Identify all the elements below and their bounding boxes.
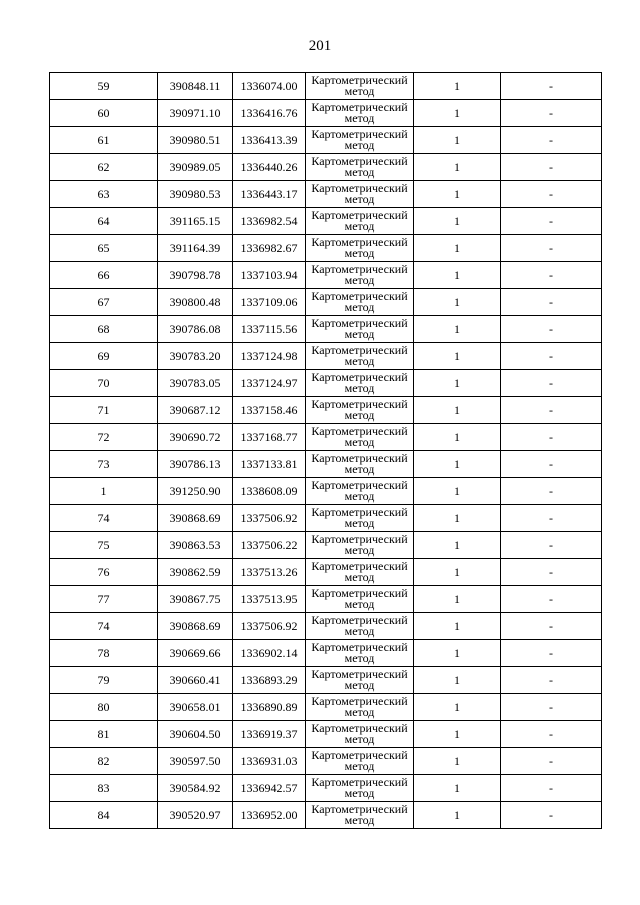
table-row bbox=[50, 451, 602, 478]
y-coordinate-cell: 1336074.00 bbox=[233, 73, 306, 100]
description-cell: - bbox=[501, 802, 602, 829]
y-coordinate-cell: 1337124.97 bbox=[233, 370, 306, 397]
table-row bbox=[50, 478, 602, 505]
method-line-1: Картометрический bbox=[311, 73, 408, 87]
x-coordinate-cell: 390798.78 bbox=[158, 262, 233, 289]
y-coordinate-cell: 1337133.81 bbox=[233, 451, 306, 478]
point-number-cell: 77 bbox=[50, 586, 158, 613]
method-cell bbox=[306, 154, 414, 181]
description-cell: - bbox=[501, 451, 602, 478]
method-cell bbox=[306, 316, 414, 343]
x-coordinate-cell: 390868.69 bbox=[158, 613, 233, 640]
point-number-cell: 79 bbox=[50, 667, 158, 694]
method-cell bbox=[306, 289, 414, 316]
y-coordinate-cell: 1336982.67 bbox=[233, 235, 306, 262]
x-coordinate-cell: 390863.53 bbox=[158, 532, 233, 559]
y-coordinate-cell: 1336416.76 bbox=[233, 100, 306, 127]
description-cell: - bbox=[501, 316, 602, 343]
precision-cell: 1 bbox=[414, 343, 501, 370]
precision-cell: 1 bbox=[414, 694, 501, 721]
method-cell bbox=[306, 208, 414, 235]
x-coordinate-cell: 390971.10 bbox=[158, 100, 233, 127]
x-coordinate-cell: 390848.11 bbox=[158, 73, 233, 100]
method-cell bbox=[306, 424, 414, 451]
precision-cell: 1 bbox=[414, 748, 501, 775]
x-coordinate-cell: 390786.08 bbox=[158, 316, 233, 343]
method-line-1: Картометрический bbox=[311, 748, 408, 762]
point-number-cell: 74 bbox=[50, 505, 158, 532]
method-line-2: метод bbox=[344, 543, 375, 557]
method-line-2: метод bbox=[344, 759, 375, 773]
y-coordinate-cell: 1336440.26 bbox=[233, 154, 306, 181]
table-row bbox=[50, 694, 602, 721]
x-coordinate-cell: 390800.48 bbox=[158, 289, 233, 316]
point-number-cell: 61 bbox=[50, 127, 158, 154]
method-line-2: метод bbox=[344, 597, 375, 611]
method-line-1: Картометрический bbox=[311, 370, 408, 384]
method-cell bbox=[306, 478, 414, 505]
description-cell: - bbox=[501, 343, 602, 370]
description-cell: - bbox=[501, 505, 602, 532]
table-row bbox=[50, 181, 602, 208]
point-number-cell: 70 bbox=[50, 370, 158, 397]
point-number-cell: 80 bbox=[50, 694, 158, 721]
method-cell bbox=[306, 397, 414, 424]
description-cell: - bbox=[501, 289, 602, 316]
method-line-1: Картометрический bbox=[311, 100, 408, 114]
description-cell: - bbox=[501, 532, 602, 559]
x-coordinate-cell: 391165.15 bbox=[158, 208, 233, 235]
method-line-2: метод bbox=[344, 246, 375, 260]
point-number-cell: 67 bbox=[50, 289, 158, 316]
y-coordinate-cell: 1336952.00 bbox=[233, 802, 306, 829]
point-number-cell: 66 bbox=[50, 262, 158, 289]
precision-cell: 1 bbox=[414, 532, 501, 559]
method-line-2: метод bbox=[344, 651, 375, 665]
method-line-1: Картометрический bbox=[311, 343, 408, 357]
description-cell: - bbox=[501, 100, 602, 127]
method-line-1: Картометрический bbox=[311, 208, 408, 222]
method-line-2: метод bbox=[344, 435, 375, 449]
precision-cell: 1 bbox=[414, 397, 501, 424]
y-coordinate-cell: 1337109.06 bbox=[233, 289, 306, 316]
table-row bbox=[50, 721, 602, 748]
method-cell bbox=[306, 694, 414, 721]
method-line-2: метод bbox=[344, 786, 375, 800]
method-line-2: метод bbox=[344, 84, 375, 98]
method-line-1: Картометрический bbox=[311, 478, 408, 492]
precision-cell: 1 bbox=[414, 802, 501, 829]
x-coordinate-cell: 390868.69 bbox=[158, 505, 233, 532]
method-line-2: метод bbox=[344, 327, 375, 341]
table-row bbox=[50, 613, 602, 640]
precision-cell: 1 bbox=[414, 100, 501, 127]
method-line-2: метод bbox=[344, 300, 375, 314]
method-line-1: Картометрический bbox=[311, 586, 408, 600]
x-coordinate-cell: 390783.20 bbox=[158, 343, 233, 370]
description-cell: - bbox=[501, 127, 602, 154]
method-line-2: метод bbox=[344, 219, 375, 233]
point-number-cell: 68 bbox=[50, 316, 158, 343]
method-line-2: метод bbox=[344, 273, 375, 287]
description-cell: - bbox=[501, 667, 602, 694]
y-coordinate-cell: 1337506.22 bbox=[233, 532, 306, 559]
table-row bbox=[50, 208, 602, 235]
method-cell bbox=[306, 181, 414, 208]
point-number-cell: 81 bbox=[50, 721, 158, 748]
x-coordinate-cell: 390786.13 bbox=[158, 451, 233, 478]
point-number-cell: 60 bbox=[50, 100, 158, 127]
method-line-2: метод bbox=[344, 381, 375, 395]
method-line-1: Картометрический bbox=[311, 532, 408, 546]
description-cell: - bbox=[501, 397, 602, 424]
x-coordinate-cell: 391164.39 bbox=[158, 235, 233, 262]
description-cell: - bbox=[501, 640, 602, 667]
method-cell bbox=[306, 100, 414, 127]
method-line-2: метод bbox=[344, 705, 375, 719]
description-cell: - bbox=[501, 559, 602, 586]
precision-cell: 1 bbox=[414, 289, 501, 316]
description-cell: - bbox=[501, 181, 602, 208]
x-coordinate-cell: 390584.92 bbox=[158, 775, 233, 802]
table-row bbox=[50, 370, 602, 397]
y-coordinate-cell: 1336893.29 bbox=[233, 667, 306, 694]
method-line-1: Картометрический bbox=[311, 775, 408, 789]
method-cell bbox=[306, 667, 414, 694]
precision-cell: 1 bbox=[414, 208, 501, 235]
y-coordinate-cell: 1337513.26 bbox=[233, 559, 306, 586]
method-line-2: метод bbox=[344, 516, 375, 530]
table-row bbox=[50, 100, 602, 127]
x-coordinate-cell: 390687.12 bbox=[158, 397, 233, 424]
precision-cell: 1 bbox=[414, 559, 501, 586]
y-coordinate-cell: 1336931.03 bbox=[233, 748, 306, 775]
precision-cell: 1 bbox=[414, 505, 501, 532]
method-line-1: Картометрический bbox=[311, 316, 408, 330]
precision-cell: 1 bbox=[414, 640, 501, 667]
x-coordinate-cell: 391250.90 bbox=[158, 478, 233, 505]
method-cell bbox=[306, 559, 414, 586]
description-cell: - bbox=[501, 208, 602, 235]
method-line-1: Картометрический bbox=[311, 181, 408, 195]
description-cell: - bbox=[501, 478, 602, 505]
table-row bbox=[50, 505, 602, 532]
description-cell: - bbox=[501, 262, 602, 289]
method-line-2: метод bbox=[344, 192, 375, 206]
y-coordinate-cell: 1336443.17 bbox=[233, 181, 306, 208]
table-row bbox=[50, 289, 602, 316]
table-body bbox=[50, 73, 602, 829]
method-line-1: Картометрический bbox=[311, 802, 408, 816]
precision-cell: 1 bbox=[414, 181, 501, 208]
point-number-cell: 73 bbox=[50, 451, 158, 478]
y-coordinate-cell: 1337158.46 bbox=[233, 397, 306, 424]
x-coordinate-cell: 390867.75 bbox=[158, 586, 233, 613]
method-line-1: Картометрический bbox=[311, 424, 408, 438]
y-coordinate-cell: 1336919.37 bbox=[233, 721, 306, 748]
point-number-cell: 62 bbox=[50, 154, 158, 181]
method-cell bbox=[306, 127, 414, 154]
x-coordinate-cell: 390658.01 bbox=[158, 694, 233, 721]
method-line-2: метод bbox=[344, 624, 375, 638]
point-number-cell: 75 bbox=[50, 532, 158, 559]
point-number-cell: 76 bbox=[50, 559, 158, 586]
table-row bbox=[50, 667, 602, 694]
x-coordinate-cell: 390520.97 bbox=[158, 802, 233, 829]
method-line-2: метод bbox=[344, 165, 375, 179]
method-line-2: метод bbox=[344, 570, 375, 584]
method-cell bbox=[306, 235, 414, 262]
description-cell: - bbox=[501, 721, 602, 748]
description-cell: - bbox=[501, 424, 602, 451]
method-cell bbox=[306, 451, 414, 478]
x-coordinate-cell: 390690.72 bbox=[158, 424, 233, 451]
precision-cell: 1 bbox=[414, 613, 501, 640]
point-number-cell: 59 bbox=[50, 73, 158, 100]
method-line-1: Картометрический bbox=[311, 721, 408, 735]
y-coordinate-cell: 1337124.98 bbox=[233, 343, 306, 370]
table-row bbox=[50, 154, 602, 181]
point-number-cell: 71 bbox=[50, 397, 158, 424]
method-line-2: метод bbox=[344, 138, 375, 152]
method-line-2: метод bbox=[344, 813, 375, 827]
method-line-2: метод bbox=[344, 408, 375, 422]
table-row bbox=[50, 802, 602, 829]
method-cell bbox=[306, 532, 414, 559]
method-line-1: Картометрический bbox=[311, 694, 408, 708]
table-row bbox=[50, 559, 602, 586]
method-cell bbox=[306, 640, 414, 667]
table-row bbox=[50, 316, 602, 343]
method-cell bbox=[306, 721, 414, 748]
table-row bbox=[50, 424, 602, 451]
description-cell: - bbox=[501, 235, 602, 262]
x-coordinate-cell: 390980.51 bbox=[158, 127, 233, 154]
description-cell: - bbox=[501, 370, 602, 397]
table-row bbox=[50, 73, 602, 100]
table-row bbox=[50, 748, 602, 775]
precision-cell: 1 bbox=[414, 262, 501, 289]
precision-cell: 1 bbox=[414, 451, 501, 478]
x-coordinate-cell: 390660.41 bbox=[158, 667, 233, 694]
method-cell bbox=[306, 748, 414, 775]
description-cell: - bbox=[501, 775, 602, 802]
method-cell bbox=[306, 262, 414, 289]
point-number-cell: 63 bbox=[50, 181, 158, 208]
method-line-2: метод bbox=[344, 111, 375, 125]
table-row bbox=[50, 235, 602, 262]
x-coordinate-cell: 390597.50 bbox=[158, 748, 233, 775]
y-coordinate-cell: 1337506.92 bbox=[233, 505, 306, 532]
precision-cell: 1 bbox=[414, 478, 501, 505]
method-cell bbox=[306, 586, 414, 613]
table-row bbox=[50, 586, 602, 613]
page-number: 201 bbox=[308, 38, 332, 54]
method-line-1: Картометрический bbox=[311, 289, 408, 303]
method-line-1: Картометрический bbox=[311, 640, 408, 654]
point-number-cell: 82 bbox=[50, 748, 158, 775]
x-coordinate-cell: 390980.53 bbox=[158, 181, 233, 208]
precision-cell: 1 bbox=[414, 721, 501, 748]
y-coordinate-cell: 1337103.94 bbox=[233, 262, 306, 289]
point-number-cell: 65 bbox=[50, 235, 158, 262]
method-line-1: Картометрический bbox=[311, 154, 408, 168]
y-coordinate-cell: 1338608.09 bbox=[233, 478, 306, 505]
method-line-2: метод bbox=[344, 354, 375, 368]
precision-cell: 1 bbox=[414, 667, 501, 694]
y-coordinate-cell: 1337506.92 bbox=[233, 613, 306, 640]
y-coordinate-cell: 1337513.95 bbox=[233, 586, 306, 613]
precision-cell: 1 bbox=[414, 316, 501, 343]
precision-cell: 1 bbox=[414, 154, 501, 181]
point-number-cell: 69 bbox=[50, 343, 158, 370]
description-cell: - bbox=[501, 73, 602, 100]
table-row bbox=[50, 532, 602, 559]
coordinates-table bbox=[49, 72, 602, 829]
y-coordinate-cell: 1337115.56 bbox=[233, 316, 306, 343]
point-number-cell: 64 bbox=[50, 208, 158, 235]
precision-cell: 1 bbox=[414, 775, 501, 802]
x-coordinate-cell: 390783.05 bbox=[158, 370, 233, 397]
method-line-1: Картометрический bbox=[311, 451, 408, 465]
precision-cell: 1 bbox=[414, 235, 501, 262]
table-row bbox=[50, 640, 602, 667]
x-coordinate-cell: 390669.66 bbox=[158, 640, 233, 667]
method-line-2: метод bbox=[344, 678, 375, 692]
method-line-2: метод bbox=[344, 489, 375, 503]
method-cell bbox=[306, 370, 414, 397]
precision-cell: 1 bbox=[414, 127, 501, 154]
method-line-1: Картометрический bbox=[311, 613, 408, 627]
x-coordinate-cell: 390604.50 bbox=[158, 721, 233, 748]
method-line-1: Картометрический bbox=[311, 127, 408, 141]
point-number-cell: 78 bbox=[50, 640, 158, 667]
point-number-cell: 74 bbox=[50, 613, 158, 640]
y-coordinate-cell: 1336942.57 bbox=[233, 775, 306, 802]
method-line-1: Картометрический bbox=[311, 262, 408, 276]
method-line-1: Картометрический bbox=[311, 505, 408, 519]
table-row bbox=[50, 262, 602, 289]
precision-cell: 1 bbox=[414, 370, 501, 397]
description-cell: - bbox=[501, 586, 602, 613]
method-line-1: Картометрический bbox=[311, 667, 408, 681]
description-cell: - bbox=[501, 694, 602, 721]
precision-cell: 1 bbox=[414, 586, 501, 613]
point-number-cell: 1 bbox=[50, 478, 158, 505]
method-cell bbox=[306, 343, 414, 370]
method-cell bbox=[306, 505, 414, 532]
x-coordinate-cell: 390989.05 bbox=[158, 154, 233, 181]
point-number-cell: 83 bbox=[50, 775, 158, 802]
precision-cell: 1 bbox=[414, 424, 501, 451]
table-row bbox=[50, 397, 602, 424]
description-cell: - bbox=[501, 613, 602, 640]
y-coordinate-cell: 1336982.54 bbox=[233, 208, 306, 235]
description-cell: - bbox=[501, 748, 602, 775]
method-cell bbox=[306, 613, 414, 640]
method-cell bbox=[306, 73, 414, 100]
table-row bbox=[50, 343, 602, 370]
x-coordinate-cell: 390862.59 bbox=[158, 559, 233, 586]
precision-cell: 1 bbox=[414, 73, 501, 100]
y-coordinate-cell: 1336413.39 bbox=[233, 127, 306, 154]
method-cell bbox=[306, 775, 414, 802]
method-line-1: Картометрический bbox=[311, 235, 408, 249]
method-line-2: метод bbox=[344, 732, 375, 746]
point-number-cell: 72 bbox=[50, 424, 158, 451]
method-line-1: Картометрический bbox=[311, 559, 408, 573]
method-line-2: метод bbox=[344, 462, 375, 476]
method-cell bbox=[306, 802, 414, 829]
table-row bbox=[50, 775, 602, 802]
description-cell: - bbox=[501, 154, 602, 181]
method-line-1: Картометрический bbox=[311, 397, 408, 411]
y-coordinate-cell: 1336902.14 bbox=[233, 640, 306, 667]
y-coordinate-cell: 1337168.77 bbox=[233, 424, 306, 451]
y-coordinate-cell: 1336890.89 bbox=[233, 694, 306, 721]
point-number-cell: 84 bbox=[50, 802, 158, 829]
table-row bbox=[50, 127, 602, 154]
